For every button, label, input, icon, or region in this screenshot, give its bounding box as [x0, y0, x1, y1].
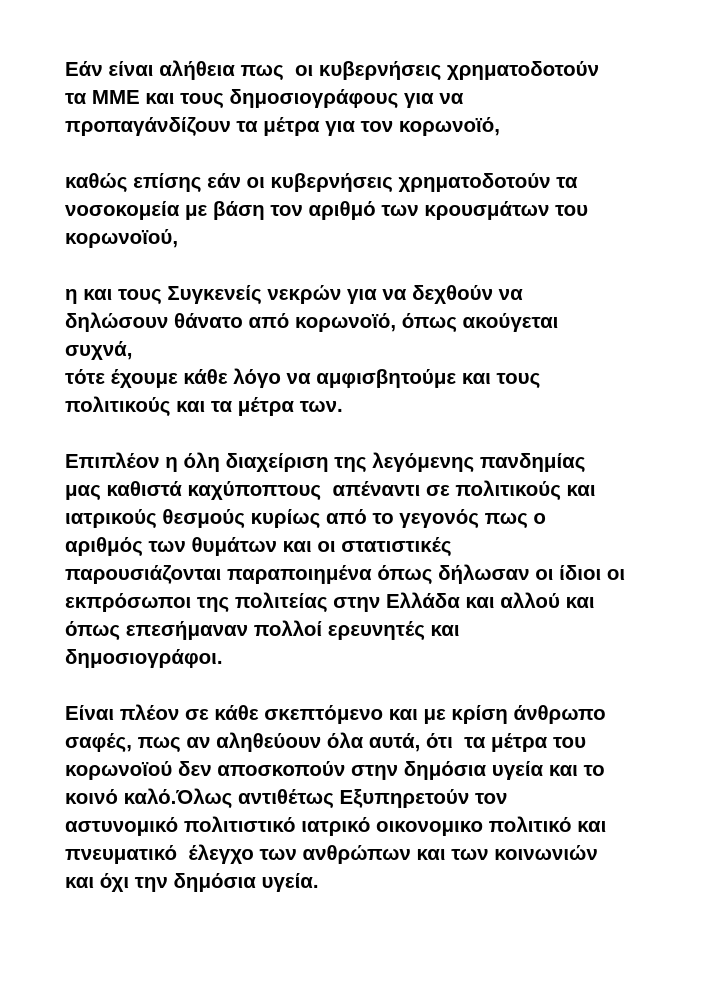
text-line: Είναι πλέον σε κάθε σκεπτόμενο και με κρίση άνθρωπο	[65, 702, 606, 725]
document-body	[65, 56, 665, 924]
text-line: πολιτικούς και τα μέτρα των.	[65, 394, 343, 417]
text-line: κορωνοϊού δεν αποσκοπούν στην δημόσια υγεία και το	[65, 758, 605, 781]
text-line: δηλώσουν θάνατο από κορωνοϊό, όπως ακούγεται	[65, 310, 559, 333]
text-line: σαφές, πως αν αληθεύουν όλα αυτά, ότι τα μέτρα του	[65, 730, 586, 753]
text-line: η και τους Συγκενείς νεκρών για να δεχθούν να	[65, 282, 523, 305]
text-line: αστυνομικό πολιτιστικό ιατρικό οικονομικο πολιτικό και	[65, 814, 607, 837]
text-line: πνευματικό έλεγχο των ανθρώπων και των κοινωνιών	[65, 842, 598, 865]
text-line: νοσοκομεία με βάση τον αριθμό των κρουσμάτων του	[65, 198, 589, 221]
paragraph-3	[65, 280, 665, 420]
text-line: τα ΜΜΕ και τους δημοσιογράφους για να	[65, 86, 464, 109]
text-line: κορωνοϊού,	[65, 226, 179, 249]
text-line: αριθμός των θυμάτων και οι στατιστικές	[65, 534, 452, 557]
text-line: Εάν είναι αλήθεια πως οι κυβερνήσεις χρηματοδοτούν	[65, 58, 600, 81]
paragraph-2	[65, 168, 665, 252]
text-line: καθώς επίσης εάν οι κυβερνήσεις χρηματοδοτούν τα	[65, 170, 578, 193]
text-line: συχνά,	[65, 338, 133, 361]
paragraph-4	[65, 448, 665, 672]
paragraph-5	[65, 700, 665, 896]
paragraph-1	[65, 56, 665, 140]
text-line: ιατρικούς θεσμούς κυρίως από το γεγονός πως ο	[65, 506, 546, 529]
text-line: κοινό καλό.Όλως αντιθέτως Εξυπηρετούν τον	[65, 786, 508, 809]
text-line: δημοσιογράφοι.	[65, 646, 223, 669]
text-line: Επιπλέον η όλη διαχείριση της λεγόμενης πανδημίας	[65, 450, 586, 473]
text-line: όπως επεσήμαναν πολλοί ερευνητές και	[65, 618, 460, 641]
text-line: παρουσιάζονται παραποιημένα όπως δήλωσαν οι ίδιοι οι	[65, 562, 626, 585]
text-line: και όχι την δημόσια υγεία.	[65, 870, 319, 893]
text-line: μας καθιστά καχύποπτους απέναντι σε πολιτικούς και	[65, 478, 596, 501]
text-line: προπαγάνδίζουν τα μέτρα για τον κορωνοϊό,	[65, 114, 500, 137]
text-line: εκπρόσωποι της πολιτείας στην Ελλάδα και αλλού και	[65, 590, 595, 613]
text-line: τότε έχουμε κάθε λόγο να αμφισβητούμε και τους	[65, 366, 541, 389]
